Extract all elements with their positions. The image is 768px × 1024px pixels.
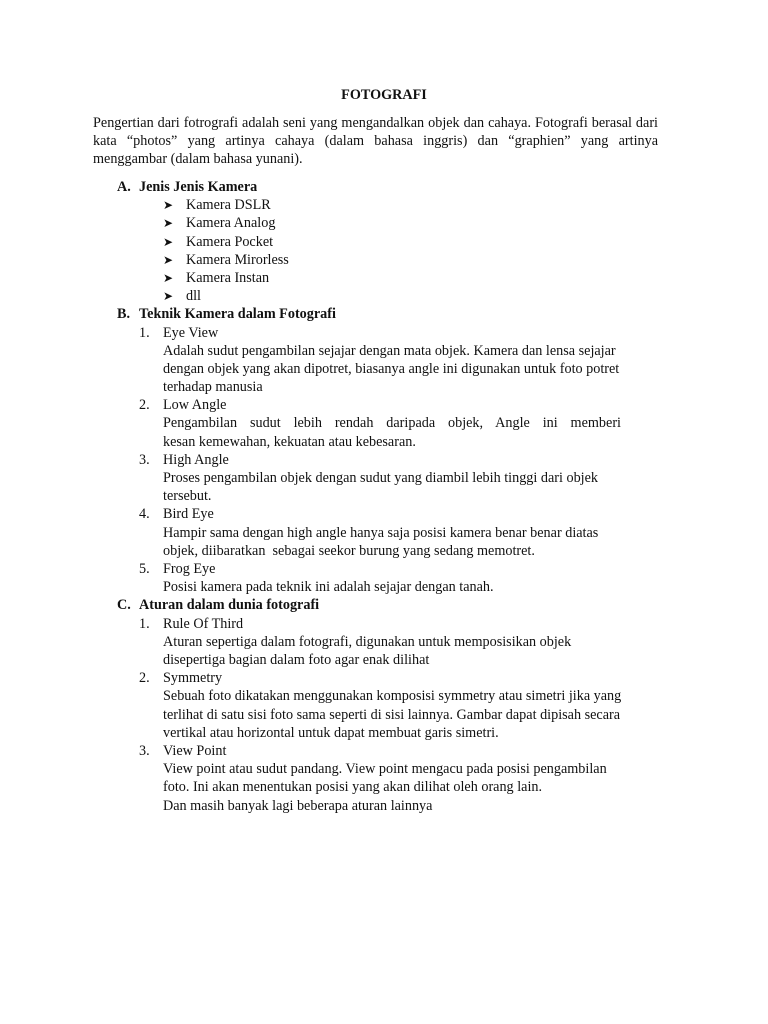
- item-number: 1.: [139, 615, 150, 632]
- description-line: Sebuah foto dikatakan menggunakan komposisi symmetry atau simetri jika yang: [163, 688, 622, 705]
- section-letter: A.: [117, 179, 131, 195]
- section-heading: [0, 305, 768, 323]
- arrowhead-bullet-icon: ➤: [163, 216, 174, 231]
- item-name: Symmetry: [163, 670, 223, 687]
- list-item-text: Kamera Pocket: [186, 233, 274, 250]
- arrowhead-bullet-icon: ➤: [163, 270, 174, 285]
- description-line: Aturan sepertiga dalam fotografi, digunakan untuk memposisikan objek: [163, 633, 572, 650]
- section-title: Jenis Jenis Kamera: [139, 179, 258, 195]
- rule-item: [0, 742, 768, 815]
- technique-item: [0, 505, 768, 560]
- rule-item: [0, 669, 768, 742]
- section-teknik-kamera: [0, 305, 768, 596]
- item-number: 4.: [139, 506, 150, 523]
- item-number: 2.: [139, 397, 150, 414]
- description-line: objek, diibaratkan sebagai seekor burung yang sedang memotret.: [163, 542, 535, 559]
- document-title: FOTOGRAFI: [341, 87, 427, 103]
- arrowhead-bullet-icon: ➤: [163, 234, 174, 249]
- list-item: [0, 287, 768, 305]
- item-description: [163, 633, 663, 669]
- document-content: [0, 178, 768, 815]
- technique-item: [0, 324, 768, 397]
- rule-item: [0, 615, 768, 670]
- description-line: Dan masih banyak lagi beberapa aturan lainnya: [163, 797, 433, 814]
- list-item-text: dll: [186, 288, 201, 305]
- item-heading: [0, 396, 768, 414]
- list-item-text: Kamera Analog: [186, 215, 276, 232]
- item-name: Bird Eye: [163, 506, 214, 523]
- description-line: disepertiga bagian dalam foto agar enak dilihat: [163, 652, 430, 669]
- item-description: [163, 414, 663, 450]
- section-aturan-fotografi: [0, 596, 768, 814]
- description-line: foto. Ini akan menentukan posisi yang akan dilihat oleh orang lain.: [163, 779, 543, 796]
- item-heading: [0, 615, 768, 633]
- description-line: Proses pengambilan objek dengan sudut yang diambil lebih tinggi dari objek: [163, 470, 599, 487]
- description-line: Hampir sama dengan high angle hanya saja posisi kamera benar benar diatas: [163, 524, 599, 541]
- description-line: vertikal atau horizontal untuk dapat membuat garis simetri.: [163, 724, 499, 741]
- section-heading: [0, 596, 768, 614]
- list-item: [0, 214, 768, 232]
- list-item: [0, 251, 768, 269]
- description-line: Posisi kamera pada teknik ini adalah sejajar dengan tanah.: [163, 579, 494, 596]
- item-name: View Point: [163, 743, 227, 760]
- item-heading: [0, 560, 768, 578]
- item-description: [163, 687, 663, 742]
- item-description: [163, 469, 663, 505]
- item-heading: [0, 505, 768, 523]
- list-item: [0, 269, 768, 287]
- item-heading: [0, 742, 768, 760]
- description-line: terhadap manusia: [163, 379, 263, 396]
- section-title: Aturan dalam dunia fotografi: [139, 597, 320, 614]
- description-line: Pengambilan sudut lebih rendah daripada objek, Angle ini memberi: [163, 415, 621, 432]
- item-description: [163, 524, 663, 560]
- item-name: Eye View: [163, 324, 219, 341]
- list-item-text: Kamera DSLR: [186, 197, 271, 214]
- technique-item: [0, 451, 768, 506]
- description-line: View point atau sudut pandang. View point mengacu pada posisi pengambilan: [163, 761, 607, 778]
- arrowhead-bullet-icon: ➤: [163, 252, 174, 267]
- list-item-text: Kamera Instan: [186, 269, 270, 286]
- item-name: Frog Eye: [163, 561, 216, 578]
- item-number: 1.: [139, 324, 150, 341]
- section-letter: B.: [117, 306, 131, 323]
- description-line: dengan objek yang akan dipotret, biasanya angle ini digunakan untuk foto potret: [163, 360, 620, 377]
- description-line: kesan kemewahan, kekuatan atau kebesaran.: [163, 433, 416, 450]
- technique-item: [0, 560, 768, 596]
- item-number: 3.: [139, 743, 150, 760]
- section-jenis-kamera: [0, 178, 768, 305]
- camera-type-list: [0, 196, 768, 305]
- item-number: 2.: [139, 670, 150, 687]
- intro-paragraph: Pengertian dari fotrografi adalah seni yang mengandalkan objek dan cahaya. Fotografi berasal dari kata “photos” yang artinya cahaya (dalam bahasa inggris) dan “graphien” yang artinya menggambar (dalam bahasa yunani).: [93, 115, 658, 168]
- item-name: High Angle: [163, 451, 229, 468]
- description-line: terlihat di satu sisi foto sama seperti di sisi lainnya. Gambar dapat dipisah secara: [163, 706, 621, 723]
- list-item-text: Kamera Mirorless: [186, 251, 289, 268]
- section-title: Teknik Kamera dalam Fotografi: [139, 306, 336, 323]
- section-heading: [0, 178, 768, 196]
- section-letter: C.: [117, 597, 131, 614]
- item-number: 3.: [139, 451, 150, 468]
- item-description: [163, 342, 663, 397]
- list-item: [0, 233, 768, 251]
- description-line: Adalah sudut pengambilan sejajar dengan mata objek. Kamera dan lensa sejajar: [163, 342, 616, 359]
- item-name: Low Angle: [163, 397, 227, 414]
- arrowhead-bullet-icon: ➤: [163, 289, 174, 304]
- item-description: [163, 760, 663, 815]
- description-line: tersebut.: [163, 488, 212, 505]
- list-item: [0, 196, 768, 214]
- item-description: [163, 578, 663, 596]
- item-name: Rule Of Third: [163, 615, 244, 632]
- technique-item: [0, 396, 768, 451]
- arrowhead-bullet-icon: ➤: [163, 198, 174, 213]
- item-heading: [0, 669, 768, 687]
- item-number: 5.: [139, 561, 150, 578]
- item-heading: [0, 324, 768, 342]
- item-heading: [0, 451, 768, 469]
